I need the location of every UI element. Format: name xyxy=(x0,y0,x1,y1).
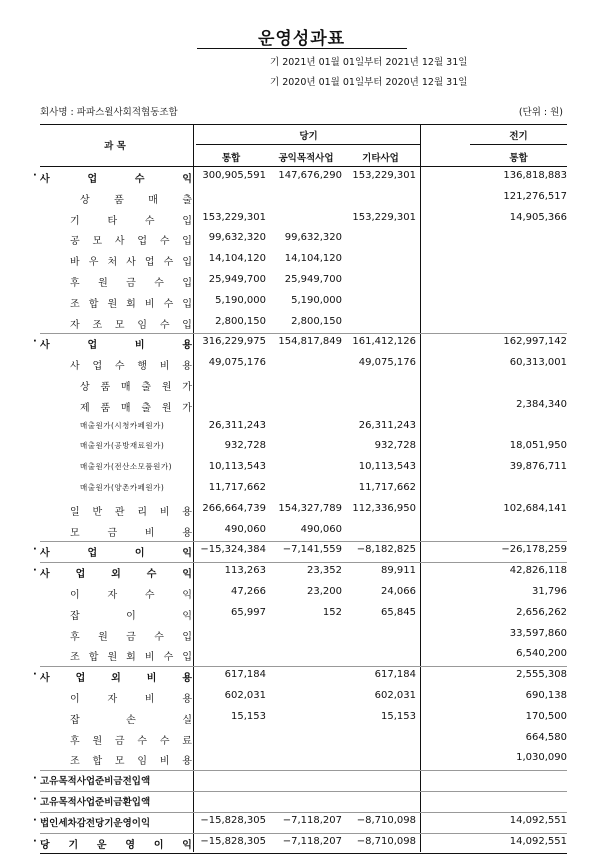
value-public: 154,817,849 xyxy=(278,336,342,348)
row-separator xyxy=(40,562,567,563)
value-other: 89,911 xyxy=(381,565,416,577)
value-prior: 60,313,001 xyxy=(509,357,567,369)
value-prior: 121,276,517 xyxy=(503,190,567,202)
table-row xyxy=(0,461,603,481)
header-item: 과 목 xyxy=(104,141,126,152)
value-prior: 1,030,090 xyxy=(516,752,567,764)
row-bullet: · xyxy=(33,170,37,181)
row-label: 기 타 수 입 xyxy=(70,215,192,227)
value-prior: 102,684,141 xyxy=(503,502,567,514)
value-public: 14,104,120 xyxy=(284,253,342,265)
row-label: 조 합 원 회 비 수 입 xyxy=(70,298,192,310)
row-label: 잡 이 익 xyxy=(70,610,192,622)
row-separator xyxy=(40,770,567,771)
header-public: 공익목적사업 xyxy=(278,153,334,164)
table-row xyxy=(0,212,603,232)
row-separator xyxy=(40,541,567,542)
row-label: 고유목적사업준비금전입액 xyxy=(40,776,151,788)
value-other: 161,412,126 xyxy=(352,336,416,348)
row-label: 조 합 모 임 비 용 xyxy=(70,756,192,768)
table-row xyxy=(0,628,603,648)
table-row xyxy=(0,607,603,627)
value-total: 25,949,700 xyxy=(208,274,266,285)
value-other: 11,717,662 xyxy=(358,482,416,493)
row-label: 일 반 관 리 비 용 xyxy=(70,506,192,518)
row-label: 법인세차감전당기운영이익 xyxy=(40,817,151,829)
value-total: −15,828,305 xyxy=(200,814,266,826)
value-prior: 14,905,366 xyxy=(509,211,567,223)
row-bullet: · xyxy=(33,336,37,348)
header-total: 통합 xyxy=(221,153,241,164)
row-label: 사 업 수 익 xyxy=(40,174,192,185)
value-public: 147,676,290 xyxy=(278,170,342,181)
row-separator xyxy=(40,333,567,334)
row-label: 공 모 사 업 수 입 xyxy=(70,236,192,248)
value-total: 65,997 xyxy=(231,606,266,618)
row-label: 잡 손 실 xyxy=(70,714,192,726)
value-public: 25,949,700 xyxy=(284,274,342,285)
row-label: 제 품 매 출 원 가 xyxy=(80,402,192,414)
period-current: 기 2021년 01월 01일부터 2021년 12월 31일 xyxy=(270,57,468,68)
value-public: −7,118,207 xyxy=(282,814,342,826)
value-other: 24,066 xyxy=(381,586,416,597)
value-total: 99,632,320 xyxy=(208,232,266,244)
row-label: 사 업 수 행 비 용 xyxy=(70,361,192,373)
table-row xyxy=(0,378,603,398)
table-row xyxy=(0,440,603,460)
current-header-divider xyxy=(196,144,421,145)
value-total: 15,153 xyxy=(231,710,266,722)
value-prior: 2,384,340 xyxy=(516,398,567,410)
row-label: 이 자 비 용 xyxy=(70,694,192,705)
value-public: −7,141,559 xyxy=(282,544,342,556)
row-label: 매출원가(시청카페원가) xyxy=(80,420,165,430)
row-label: 매출원가(양촌카페원가) xyxy=(80,483,165,492)
table-row xyxy=(0,274,603,294)
row-label: 바 우 처 사 업 수 입 xyxy=(70,257,192,269)
company-name: 회사명 : 파파스윌사회적협동조합 xyxy=(40,107,178,118)
row-separator xyxy=(40,666,567,667)
value-prior: 39,876,711 xyxy=(509,461,567,473)
row-bullet: · xyxy=(33,814,37,826)
period-prior: 기 2020년 01월 01일부터 2020년 12월 31일 xyxy=(270,77,468,88)
header-prior: 전기 xyxy=(509,131,528,142)
value-other: 153,229,301 xyxy=(352,170,416,181)
table-bottom-border xyxy=(40,853,567,854)
page-title: 운영성과표 xyxy=(257,29,346,49)
value-total: 300,905,591 xyxy=(202,170,266,181)
table-row xyxy=(0,732,603,752)
table-row xyxy=(0,503,603,523)
header-prior-total: 통합 xyxy=(509,153,528,164)
row-label: 고유목적사업준비금환입액 xyxy=(40,797,151,808)
table-row xyxy=(0,191,603,211)
value-other: 26,311,243 xyxy=(358,419,416,431)
value-total: 14,104,120 xyxy=(208,253,266,265)
row-label: 후 원 금 수 입 xyxy=(70,278,192,289)
value-total: 316,229,975 xyxy=(202,336,266,348)
value-public: 5,190,000 xyxy=(291,294,342,306)
table-row xyxy=(0,711,603,731)
value-public: 154,327,789 xyxy=(278,502,342,514)
value-total: 49,075,176 xyxy=(208,357,266,369)
value-total: 266,664,739 xyxy=(202,502,266,514)
value-prior: 2,656,262 xyxy=(516,606,567,618)
table-row xyxy=(0,669,603,689)
row-bullet: · xyxy=(33,565,37,577)
table-row xyxy=(0,565,603,585)
row-bullet: · xyxy=(33,794,37,805)
table-row xyxy=(0,232,603,252)
value-other: −8,710,098 xyxy=(356,835,416,847)
value-prior: 42,826,118 xyxy=(509,565,567,577)
table-row xyxy=(0,295,603,315)
row-label: 상 품 매 출 원 가 xyxy=(80,382,192,393)
value-prior: −26,178,259 xyxy=(501,544,567,556)
value-total: 617,184 xyxy=(224,669,266,681)
value-other: 153,229,301 xyxy=(352,211,416,223)
table-row xyxy=(0,690,603,710)
value-total: 10,113,543 xyxy=(208,461,266,473)
value-prior: 14,092,551 xyxy=(509,835,567,847)
value-other: 65,845 xyxy=(381,606,416,618)
value-total: −15,324,384 xyxy=(200,544,266,556)
value-total: 26,311,243 xyxy=(208,419,266,431)
row-label: 후 원 금 수 수 료 xyxy=(70,735,192,747)
value-total: 490,060 xyxy=(224,523,266,535)
value-public: 490,060 xyxy=(300,523,342,535)
value-total: 5,190,000 xyxy=(215,294,266,306)
value-other: 617,184 xyxy=(374,669,416,681)
value-prior: 162,997,142 xyxy=(503,336,567,348)
table-row xyxy=(0,357,603,377)
value-prior: 664,580 xyxy=(525,731,567,743)
value-other: −8,710,098 xyxy=(356,814,416,826)
prior-header-divider xyxy=(470,144,567,145)
value-public: 152 xyxy=(322,606,342,618)
value-prior: 18,051,950 xyxy=(509,440,567,452)
table-row xyxy=(0,399,603,419)
table-header-bottom xyxy=(40,166,567,167)
value-prior: 33,597,860 xyxy=(509,627,567,639)
row-label: 이 자 수 익 xyxy=(70,590,192,601)
row-bullet: · xyxy=(33,544,37,556)
value-total: 113,263 xyxy=(224,565,266,577)
value-total: 47,266 xyxy=(231,586,266,597)
row-label: 사 업 외 비 용 xyxy=(40,673,192,685)
value-other: 10,113,543 xyxy=(358,461,416,473)
value-prior: 2,555,308 xyxy=(516,669,567,681)
value-other: 602,031 xyxy=(374,690,416,701)
row-label: 사 업 이 익 xyxy=(40,548,192,560)
row-label: 모 금 비 용 xyxy=(70,527,192,539)
value-other: 15,153 xyxy=(381,710,416,722)
value-total: 932,728 xyxy=(224,440,266,452)
value-total: 153,229,301 xyxy=(202,211,266,223)
row-label: 매출원가(공방재료원가) xyxy=(80,441,165,451)
value-public: 23,200 xyxy=(307,586,342,597)
table-row xyxy=(0,336,603,356)
row-label: 조 합 원 회 비 수 입 xyxy=(70,652,192,664)
table-row xyxy=(0,482,603,502)
value-total: −15,828,305 xyxy=(200,835,266,847)
value-prior: 6,540,200 xyxy=(516,648,567,660)
row-bullet: · xyxy=(33,669,37,681)
value-public: 99,632,320 xyxy=(284,232,342,244)
title-underline xyxy=(197,48,407,49)
row-label: 사 업 비 용 xyxy=(40,340,192,352)
value-prior: 170,500 xyxy=(525,710,567,722)
row-label: 사 업 외 수 익 xyxy=(40,569,192,581)
table-row xyxy=(0,170,603,190)
value-public: −7,118,207 xyxy=(282,835,342,847)
table-row xyxy=(0,420,603,440)
value-prior: 14,092,551 xyxy=(509,814,567,826)
value-prior: 690,138 xyxy=(525,690,567,701)
value-public: 23,352 xyxy=(307,565,342,577)
header-current: 당기 xyxy=(299,131,318,142)
row-label: 자 조 모 임 수 입 xyxy=(70,319,192,331)
row-label: 상 품 매 출 xyxy=(80,194,192,206)
value-public: 2,800,150 xyxy=(291,315,342,327)
unit-label: (단위 : 원) xyxy=(518,107,563,118)
table-row xyxy=(0,586,603,606)
table-top-border xyxy=(40,124,567,125)
value-other: −8,182,825 xyxy=(356,544,416,556)
value-prior: 31,796 xyxy=(532,586,567,597)
table-row xyxy=(0,253,603,273)
value-prior: 136,818,883 xyxy=(503,170,567,181)
value-total: 11,717,662 xyxy=(208,482,266,493)
row-separator xyxy=(40,812,567,813)
row-separator xyxy=(40,791,567,792)
row-bullet: · xyxy=(33,773,37,785)
row-bullet: · xyxy=(33,835,37,847)
row-label: 매출원가(전산소모품원가) xyxy=(80,462,173,472)
row-separator xyxy=(40,833,567,834)
row-label: 후 원 금 수 입 xyxy=(70,631,192,643)
value-other: 49,075,176 xyxy=(358,357,416,369)
row-label: 당 기 운 영 이 익 xyxy=(40,839,192,851)
value-total: 2,800,150 xyxy=(215,315,266,327)
value-other: 932,728 xyxy=(374,440,416,452)
header-other: 기타사업 xyxy=(362,153,399,164)
value-other: 112,336,950 xyxy=(352,502,416,514)
value-total: 602,031 xyxy=(224,690,266,701)
